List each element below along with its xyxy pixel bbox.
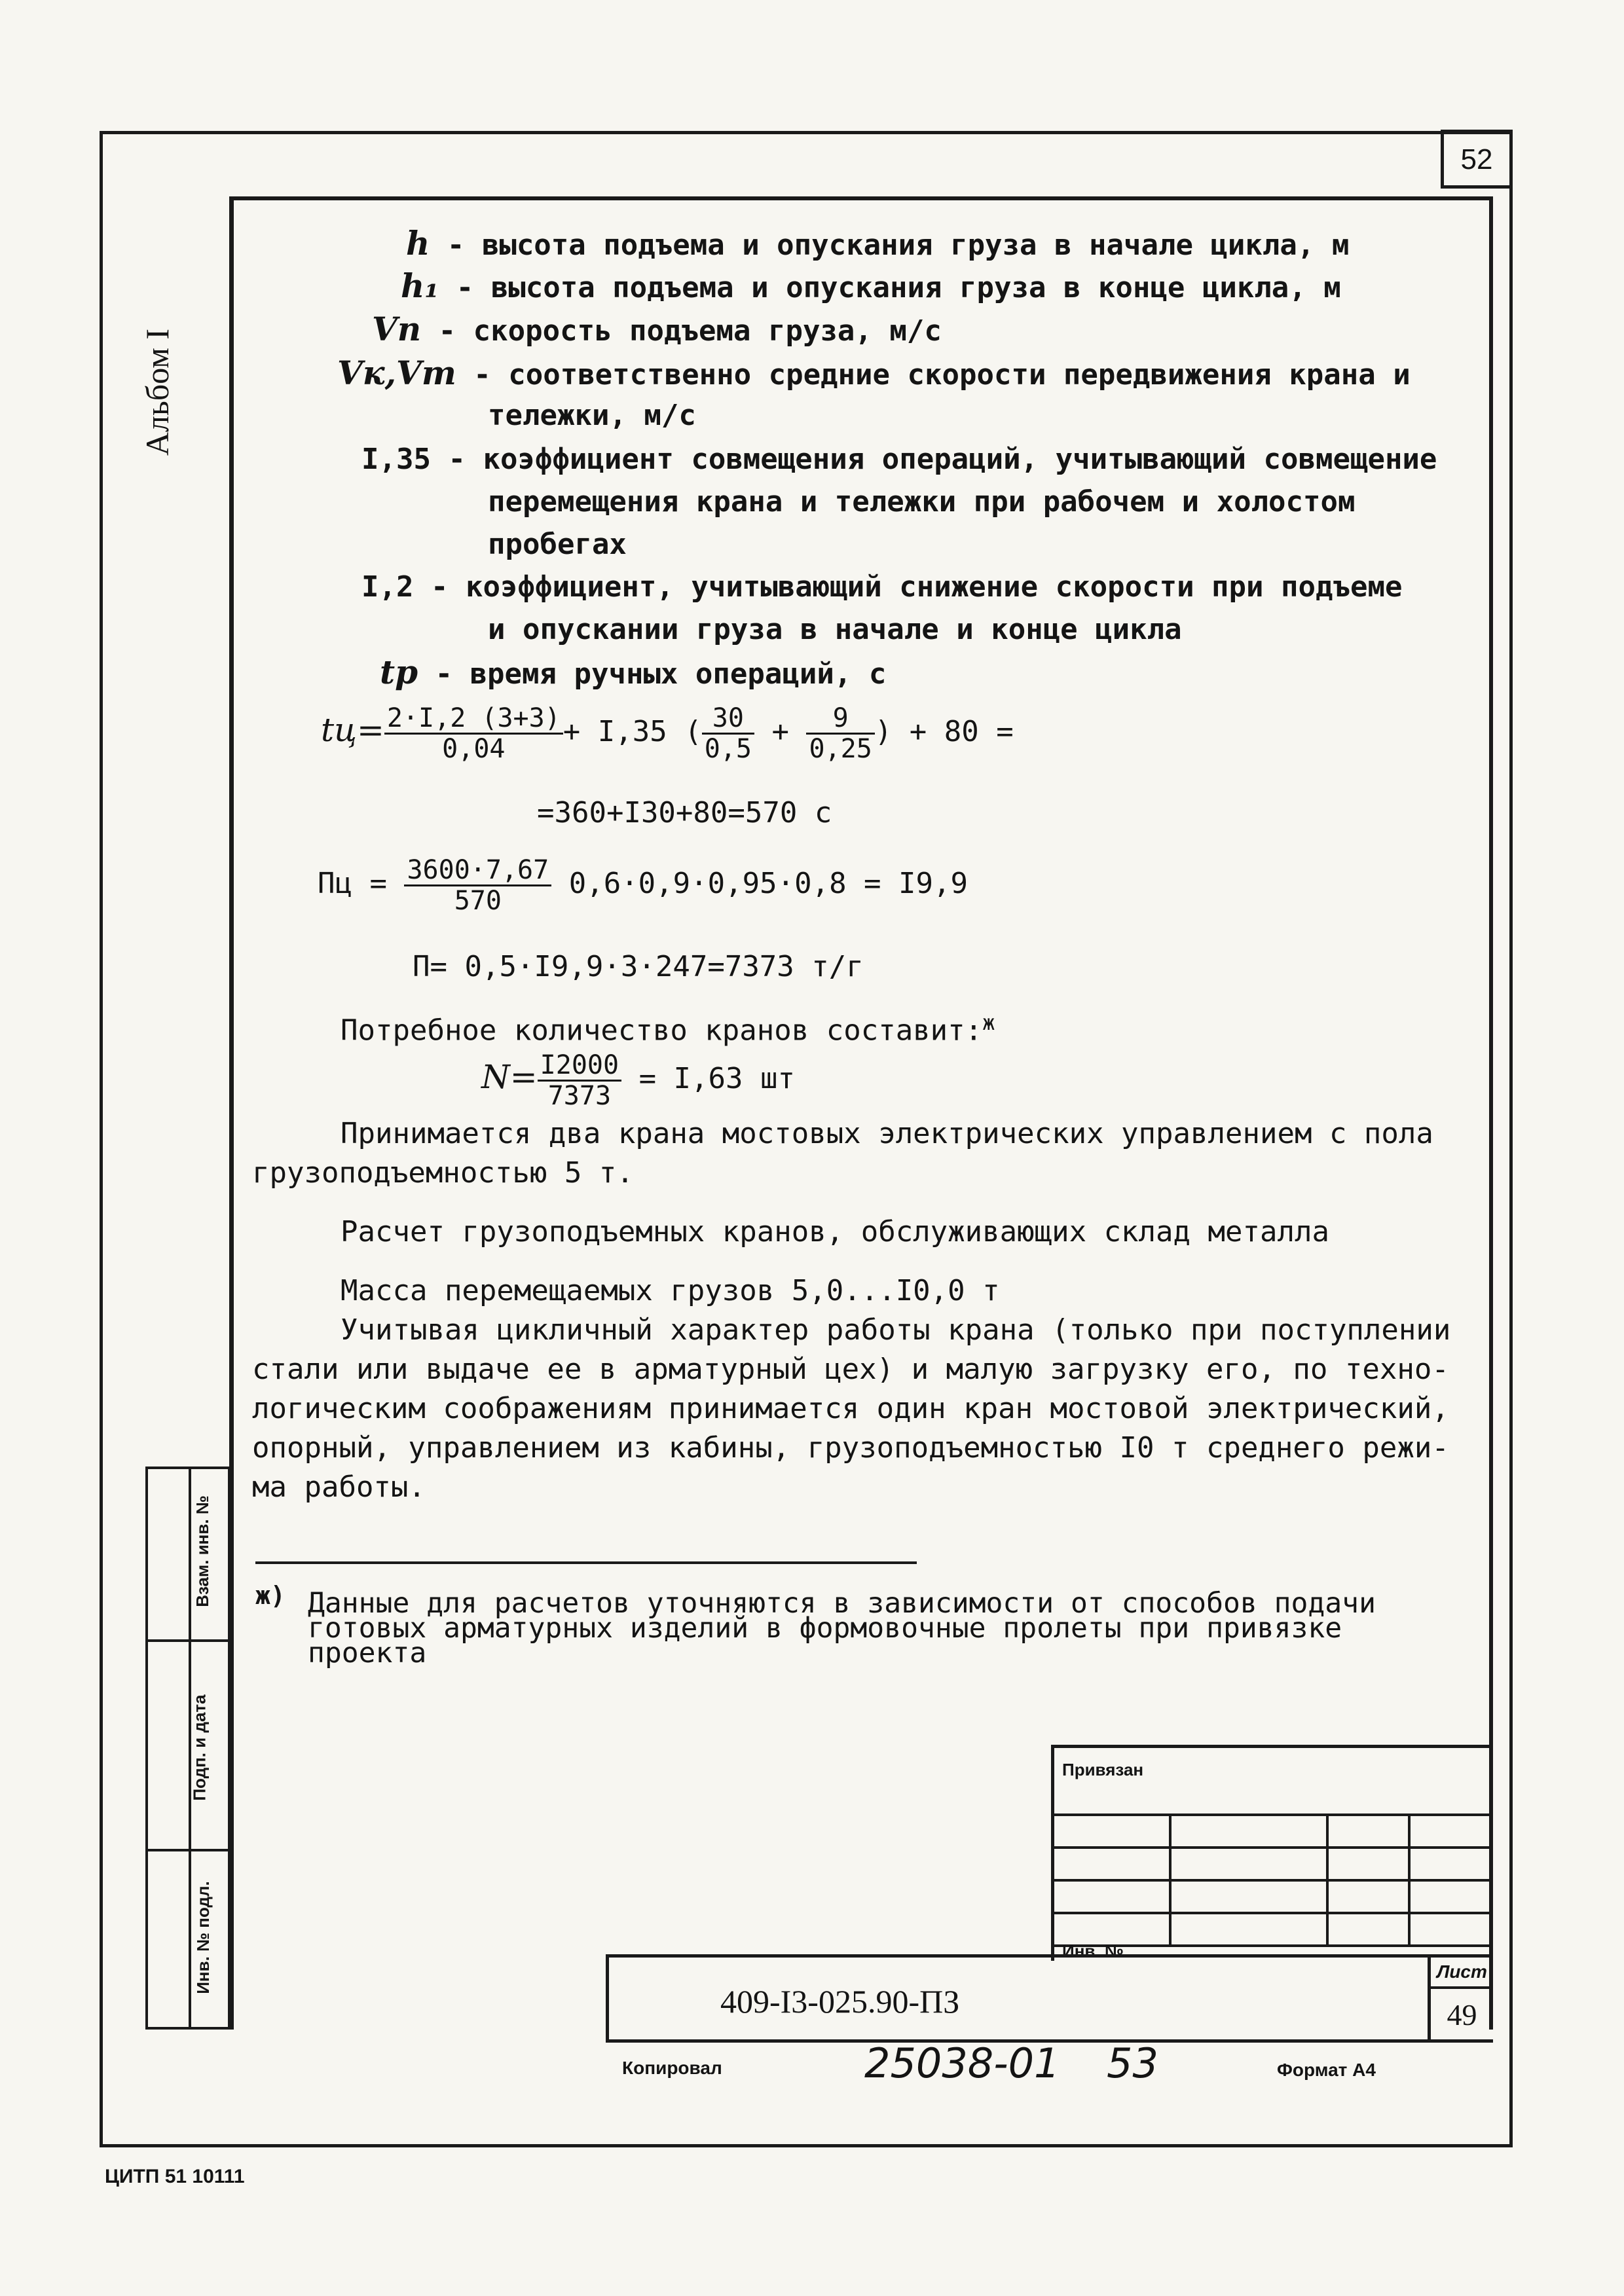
side-stamp-orig-inv: Инв. № подл. <box>193 1881 213 1994</box>
list-label: Лист <box>1431 1958 1493 1989</box>
paragraph-line: стали или выдаче ее в арматурный цех) и малую загрузку его, по техно- <box>252 1353 1449 1386</box>
section-heading: Расчет грузоподъемных кранов, обслуживающих склад металла <box>341 1215 1329 1248</box>
footnote-line: готовых арматурных изделий в формовочные пролеты при привязке <box>308 1612 1342 1645</box>
formula-tc-result: =360+I30+80=570 с <box>537 796 832 829</box>
formula-p: П= 0,5·I9,9·3·247=7373 т/г <box>413 950 864 983</box>
title-block-col <box>1408 1813 1411 1944</box>
inv-no-label: Инв. № <box>1062 1941 1124 1961</box>
definition-continuation: тележки, м/с <box>488 399 696 432</box>
paragraph-line: ма работы. <box>252 1470 426 1504</box>
definition-line: tр - время ручных операций, с <box>380 653 887 691</box>
footnote-mark: ж) <box>255 1581 286 1610</box>
privyazan-label: Привязан <box>1062 1760 1144 1779</box>
definition-line: I,2 - коэффициент, учитывающий снижение скорости при подъеме <box>361 570 1403 604</box>
doc-code: 409-I3-025.90-ПЗ <box>720 1983 960 2020</box>
handwritten-number: 25038-01 <box>864 2039 1060 2087</box>
formula-tc: tц= $\frac{2\cdot I,2 (3+3)}{0,04}$ + I,35 ( $\frac{30}{0,5}$ + $\frac{9}{0,25}$ ) + 80 = <box>321 702 1014 764</box>
formula-pc: Пц = $\frac{3600\cdot 7,67}{570}$ 0,6·0,9·0,95·0,8 = I9,9 <box>318 854 968 916</box>
definition-line: h - высота подъема и опускания груза в начале цикла, м <box>406 224 1350 263</box>
side-stamp-divider <box>148 1849 228 1851</box>
footnote-rule <box>255 1561 917 1564</box>
paragraph-line: грузоподъемностью 5 т. <box>252 1156 634 1190</box>
footnote-line: Данные для расчетов уточняются в зависимости от способов подачи <box>308 1587 1376 1620</box>
definition-line: Vк,Vт - соответственно средние скорости передвижения крана и <box>337 354 1411 392</box>
title-block-col <box>1169 1813 1172 1944</box>
album-label: Альбом I <box>139 328 175 456</box>
definition-line: I,35 - коэффициент совмещения операций, учитывающий совмещение <box>361 443 1437 476</box>
copied-label: Копировал <box>622 2058 722 2078</box>
title-block-col <box>1326 1813 1329 1944</box>
print-code: ЦИТП 51 10111 <box>105 2166 245 2187</box>
title-block <box>1051 1745 1493 1961</box>
definition-continuation: и опускании груза в начале и конце цикла <box>488 613 1182 646</box>
definition-line: h₁ - высота подъема и опускания груза в конце цикла, м <box>401 266 1341 305</box>
side-stamp-replace-inv: Взам. инв. № <box>192 1495 212 1607</box>
need-text: Потребное количество кранов составит:$^ж$ <box>341 1010 995 1048</box>
side-stamp <box>145 1467 231 2030</box>
handwritten-number-2: 53 <box>1107 2039 1158 2087</box>
side-stamp-sign-date: Подп. и дата <box>189 1694 210 1801</box>
list-number: 49 <box>1447 1998 1477 2032</box>
format-label: Формат А4 <box>1277 2060 1376 2080</box>
paragraph-line: опорный, управлением из кабины, грузоподъемностью I0 т среднего режи- <box>252 1431 1449 1465</box>
sheet-number-box <box>1428 1958 1493 2043</box>
definition-line: Vп - скорость подъема груза, м/с <box>372 310 942 348</box>
definition-continuation: перемещения крана и тележки при рабочем и холостом <box>488 485 1356 519</box>
paragraph-line: логическим соображениям принимается один кран мостовой электрический, <box>252 1392 1449 1425</box>
side-stamp-divider <box>148 1639 228 1642</box>
definition-continuation: пробегах <box>488 528 627 561</box>
title-block-row <box>1054 1912 1490 1914</box>
page-number: 52 <box>1441 130 1513 189</box>
paragraph-line: Масса перемещаемых грузов 5,0...I0,0 т <box>341 1274 1000 1307</box>
title-block-row <box>1054 1846 1490 1849</box>
paragraph-line: Учитывая цикличный характер работы крана (только при поступлении <box>341 1313 1451 1347</box>
title-block-row <box>1054 1813 1490 1816</box>
footnote-line: проекта <box>308 1637 427 1669</box>
paragraph-line: Принимается два крана мостовых электрических управлением с пола <box>341 1117 1433 1150</box>
title-block-row <box>1054 1879 1490 1882</box>
formula-n: N= $\frac{I2000}{7373}$ = I,63 шт <box>481 1049 795 1111</box>
